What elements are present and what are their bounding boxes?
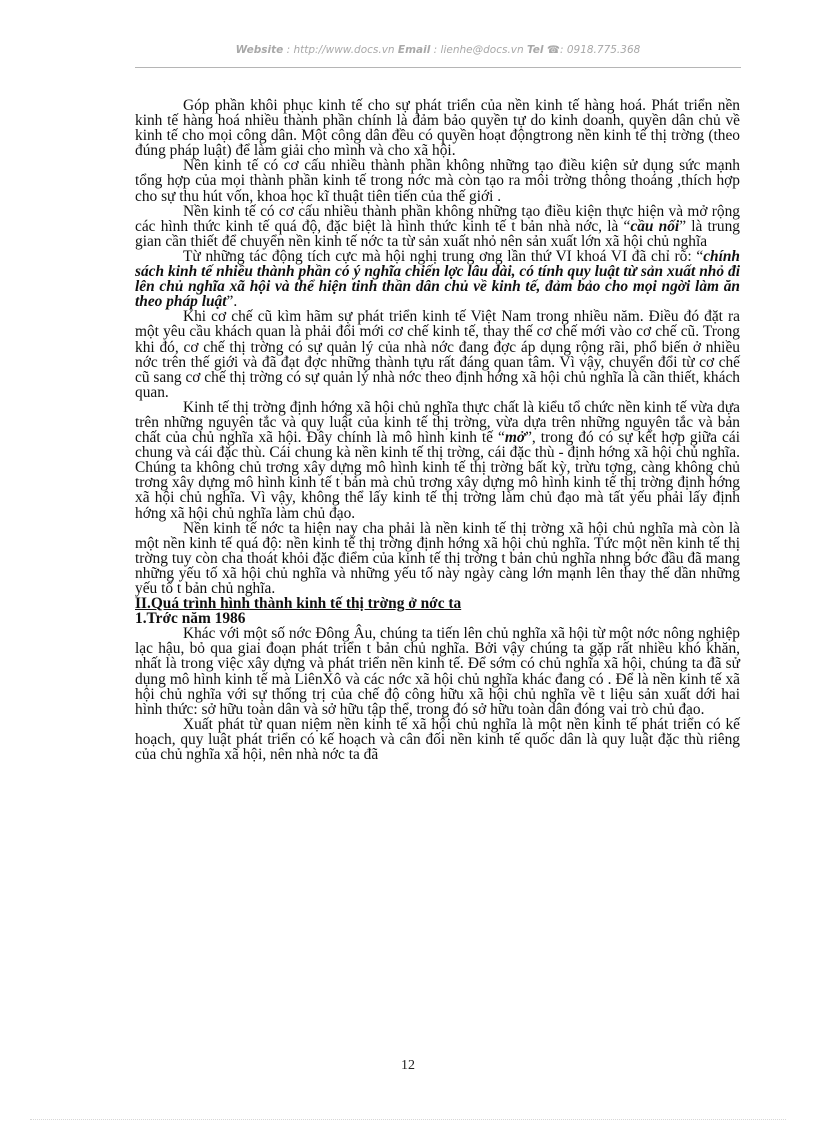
page-number: 12 [401, 1058, 415, 1073]
paragraph: Góp phần khôi phục kinh tế cho sự phát triển của nền kinh tế hàng hoá. Phát triển nền kinh tế hàng hoá nhiều thành phần chính là đảm bảo quyền tự do kinh doanh, quyền dân chủ về kinh tế cho mọi công dân. Một công dân đều có quyền hoạt độngtrong nền kinh tế thị trờng (theo đúng pháp luật) để làm giải cho mình và cho xã hội. [135, 97, 740, 160]
emphasis-text: chính sách kinh tế nhiều thành phần có ý nghĩa chiến lợc lâu dài, có tính quy luật từ sản xuất nhỏ đi lên chủ nghĩa xã hội và thể hiện tinh thần dân chủ về kinh tế, đảm bảo cho mọi ngời làm ăn theo pháp luật [135, 247, 740, 311]
tel-label: Tel [527, 44, 544, 56]
section-heading: II.Quá trình hình thành kinh tế thị trờng ở nớc ta [135, 595, 462, 613]
email-value: : lienhe@docs.vn [433, 44, 524, 56]
footer-divider [30, 1119, 786, 1120]
tel-value: ☎: 0918.775.368 [546, 44, 641, 56]
subsection-heading: 1.Trớc năm 1986 [135, 610, 246, 628]
paragraph-text: Từ những tác động tích cực mà hội nghị trung ơng lần thứ VI khoá VI đã chỉ rõ: “ [183, 247, 704, 265]
paragraph: Xuất phát từ quan niệm nền kinh tế xã hội chủ nghĩa là một nền kinh tế phát triển có kế hoạch, quy luật phát triển có kế hoạch và cân đối nền kinh tế quốc dân là quy luật đặc thù riêng của chủ nghĩa xã hội, nên nhà nớc ta đã [135, 715, 740, 764]
header-divider [135, 67, 741, 68]
paragraph: Nền kinh tế nớc ta hiện nay cha phải là nền kinh tế thị trờng xã hội chủ nghĩa mà còn là một nền kinh tế quá độ: nền kinh tế thị trờng định hớng xã hội chủ nghĩa. Tức một nền kinh tế thị trờng tuy còn cha thoát khỏi đặc điểm của kinh tế thị trờng t bản chủ nghĩa nhng bớc đầu đã mang những yếu tố xã hội chủ nghĩa và những yếu tố này ngày càng lớn mạnh lên thay thế dần những yếu tố t bản chủ nghĩa. [135, 519, 740, 597]
paragraph-text: Kinh tế thị trờng định hớng xã hội chủ nghĩa thực chất là kiểu tổ chức nền kinh tế vừa dựa trên những nguyên tắc và quy luật của kinh tế thị trờng, vừa dựa trên những nguyên tắc và bản chất của chủ nghĩa xã hội. Đây chính là mô hình kinh tế “ [135, 398, 740, 447]
paragraph [135, 204, 740, 249]
paragraph-text: ”. [226, 293, 238, 311]
email-label: Email [397, 44, 431, 56]
paragraph [135, 249, 740, 309]
page-header [135, 44, 741, 56]
paragraph [135, 400, 740, 521]
paragraph-text: Nền kinh tế có cơ cấu nhiều thành phần không những tạo điều kiện thực hiện và mở rộng các hình thức kinh tế quá độ, đặc biệt là hình thức kinh tế t bản nhà nớc, là “ [135, 202, 740, 235]
emphasis-text: cầu nối [630, 217, 680, 235]
paragraph-text: ” là trung gian cần thiết để chuyển nền kinh tế nớc ta từ sản xuất nhỏ nên sản xuất lớn xã hội chủ nghĩa [135, 217, 741, 250]
website-value: : http://www.docs.vn [286, 44, 395, 56]
emphasis-text: mở [504, 429, 526, 447]
paragraph: Nền kinh tế có cơ cấu nhiều thành phần không những tạo điều kiện sử dụng sức mạnh tổng hợp của mọi thành phần kinh tế trong nớc mà còn tạo ra môi trờng thông thoáng ,thích hợp cho sự thu hút vốn, khoa học kĩ thuật tiên tiến của thế giới . [135, 157, 740, 205]
paragraph: Khi cơ chế cũ kìm hãm sự phát triển kinh tế Việt Nam trong nhiều năm. Điều đó đặt ra một yêu cầu khách quan là phải đổi mới cơ chế kinh tế, thay thế cơ chế mới vào cơ chế cũ. Trong khi đó, cơ chế thị trờng có sự quản lý của nhà nớc đang đợc áp dụng rộng rãi, phổ biến ở nhiều nớc trên thế giới và đã đạt đợc những thành tựu rất đáng quan tâm. Vì vậy, chuyển đổi từ cơ chế cũ sang cơ chế thị trờng có sự quản lý nhà nớc theo định hớng xã hội chủ nghĩa là cần thiết, khách quan. [135, 308, 740, 401]
paragraph: Khác với một số nớc Đông Âu, chúng ta tiến lên chủ nghĩa xã hội từ một nớc nông nghiệp lạc hậu, bỏ qua giai đoạn phát triển t bản chủ nghĩa. Bởi vậy chúng ta gặp rất nhiều khó khăn, nhất là trong việc xây dựng và phát triển nền kinh tế. Để sớm có chủ nghĩa xã hội, chúng ta đã sử dụng mô hình kinh tế mà LiênXô và các nớc xã hội chủ nghĩa khác đang có . Để là nền kinh tế xã hội chủ nghĩa với sự thống trị của chế độ công hữu xã hội chủ nghĩa về t liệu sản xuất dới hai hình thức: sở hữu toàn dân và sở hữu tập thể, trong đó sở hữu toàn dân đóng vai trò chủ đạo. [135, 625, 740, 718]
website-label: Website [235, 44, 284, 56]
document-body [135, 98, 740, 762]
paragraph-text: ”, trong đó có sự kết hợp giữa cái chung và cái đặc thù. Cái chung kà nền kinh tế thị trờng, cái đặc thù - định hớng xã hội chủ nghĩa. Chúng ta không chủ trơng xây dựng mô hình kinh tế thị trờng bất kỳ, trừu tợng, càng không chủ trơng xây dựng mô hình kinh tế t bản mà chủ trơng xây dựng mô hình kinh tế thị trờng định hớng xã hội chủ nghĩa. Vì vậy, không thể lấy kinh tế thị trờng làm chủ đạo mà tất yếu phải lấy định hớng xã hội chủ nghĩa làm chủ đạo. [135, 429, 741, 522]
